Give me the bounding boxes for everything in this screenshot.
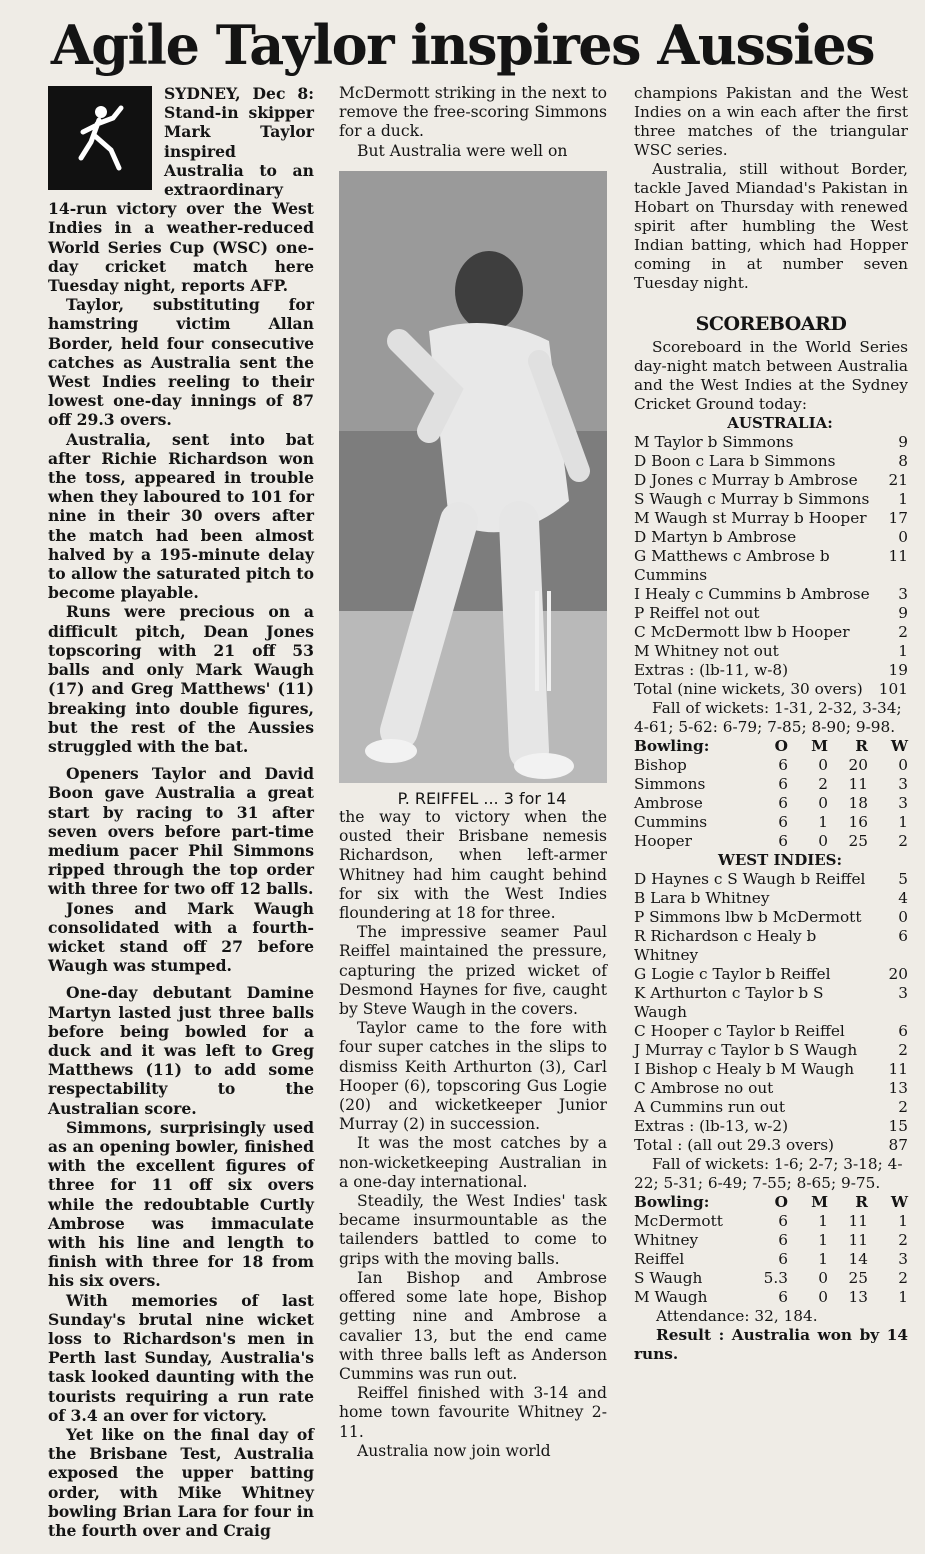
bowling-header-r: R <box>855 1193 868 1211</box>
batting-row <box>634 1022 908 1041</box>
photo-caption: P. REIFFEL ... 3 for 14 <box>397 788 567 808</box>
batting-row <box>634 1117 908 1136</box>
batsman-dismissal: G Matthews c Ambrose b Cummins <box>634 547 830 584</box>
runs: 21 <box>888 471 908 489</box>
batsman-dismissal: D Martyn b Ambrose <box>634 528 797 546</box>
batsman-dismissal: Extras : (lb-11, w-8) <box>634 661 789 679</box>
batting-row <box>634 1060 908 1079</box>
batting-row <box>634 680 908 699</box>
bowler-name: McDermott <box>634 1212 723 1230</box>
bowling-row <box>634 775 908 794</box>
bowler-o: 6 <box>778 1231 788 1249</box>
runs: 13 <box>888 1079 908 1097</box>
article-paragraph: Australia, sent into bat after Richie Richardson won the toss, appeared in trouble when they laboured to 101 for nine in their 30 overs after the match had been almost halved by a 195-minute delay to allow the saturated pitch to become playable. <box>48 429 314 603</box>
batting-row <box>634 490 908 509</box>
runs: 87 <box>888 1136 908 1154</box>
runs: 2 <box>898 1098 908 1116</box>
runs: 3 <box>898 585 908 603</box>
batting-row <box>634 984 908 1022</box>
aus-fall-of-wickets: Fall of wickets: 1-31, 2-32, 3-34; 4-61; 5-62: 6-79; 7-85; 8-90; 9-98. <box>634 699 902 736</box>
bowling-row <box>634 1250 908 1269</box>
column-1 <box>48 84 314 1540</box>
bowler-r: 20 <box>848 756 868 774</box>
column-2 <box>339 84 607 1461</box>
runs: 20 <box>888 965 908 983</box>
article-paragraph: Steadily, the West Indies' task became insurmountable as the tailenders battled to come to grips with the moving balls. <box>339 1192 607 1268</box>
bowler-o: 6 <box>778 1288 788 1306</box>
bowler-w: 1 <box>898 1288 908 1306</box>
batting-row <box>634 1041 908 1060</box>
bowling-row <box>634 756 908 775</box>
bowler-r: 25 <box>848 1269 868 1287</box>
batsman-dismissal: R Richardson c Healy b Whitney <box>634 927 817 964</box>
batting-row <box>634 585 908 604</box>
article-paragraph: It was the most catches by a non-wicketkeeping Australian in a one-day international. <box>339 1134 607 1191</box>
bowling-header-m: M <box>811 1193 828 1211</box>
bowler-o: 6 <box>778 813 788 831</box>
runs: 101 <box>878 680 908 698</box>
bowler-m: 0 <box>818 756 828 774</box>
bowler-o: 6 <box>778 756 788 774</box>
bowling-header-r: R <box>855 737 868 755</box>
bowler-r: 16 <box>848 813 868 831</box>
bowling-header-m: M <box>811 737 828 755</box>
batting-row <box>634 452 908 471</box>
runs: 19 <box>888 661 908 679</box>
batting-row <box>634 870 908 889</box>
bowler-m: 1 <box>818 1250 828 1268</box>
cricket-bowler-icon <box>48 86 152 190</box>
batsman-dismissal: P Simmons lbw b McDermott <box>634 908 862 926</box>
runs: 4 <box>898 889 908 907</box>
bowler-w: 2 <box>898 1231 908 1249</box>
bowler-name: Simmons <box>634 775 706 793</box>
batsman-dismissal: C McDermott lbw b Hooper <box>634 623 850 641</box>
bowling-row <box>634 813 908 832</box>
bowler-w: 2 <box>898 1269 908 1287</box>
batting-row <box>634 433 908 452</box>
runs: 11 <box>888 1060 908 1078</box>
runs: 9 <box>898 433 908 451</box>
bowler-name: Cummins <box>634 813 708 831</box>
bowling-header-w: W <box>890 737 908 755</box>
batsman-dismissal: S Waugh c Murray b Simmons <box>634 490 870 508</box>
article-paragraph: Taylor came to the fore with four super catches in the slips to dismiss Keith Arthurton (3), Carl Hooper (6), topscoring Gus Logie (20) and wicketkeeper Junior Murray (2) in succession. <box>339 1019 607 1134</box>
bowler-o: 6 <box>778 775 788 793</box>
bowler-m: 0 <box>818 794 828 812</box>
australia-heading: AUSTRALIA: <box>727 414 833 432</box>
runs: 1 <box>898 490 908 508</box>
bowling-header-label: Bowling: <box>634 737 710 755</box>
article-paragraph: The impressive seamer Paul Reiffel maintained the pressure, capturing the prized wicket of Desmond Haynes for five, caught by Steve Waugh in the covers. <box>339 923 607 1019</box>
batsman-dismissal: I Healy c Cummins b Ambrose <box>634 585 870 603</box>
batting-row <box>634 509 908 528</box>
runs: 1 <box>898 642 908 660</box>
bowler-o: 6 <box>778 794 788 812</box>
scoreboard-title: SCOREBOARD <box>695 313 847 335</box>
bowler-name: M Waugh <box>634 1288 708 1306</box>
bowler-name: S Waugh <box>634 1269 703 1287</box>
bowler-m: 0 <box>818 1269 828 1287</box>
runs: 2 <box>898 623 908 641</box>
article-paragraph: Ian Bishop and Ambrose offered some late hope, Bishop getting nine and Ambrose a cavalier 13, but the end came with three balls left as Anderson Cummins was run out. <box>339 1268 607 1383</box>
wi-fall-of-wickets: Fall of wickets: 1-6; 2-7; 3-18; 4-22; 5-31; 6-49; 7-55; 8-65; 9-75. <box>634 1155 903 1192</box>
col1-section-b <box>48 764 314 975</box>
batsman-dismissal: D Jones c Murray b Ambrose <box>634 471 858 489</box>
batting-row <box>634 927 908 965</box>
bowling-row <box>634 1231 908 1250</box>
bowler-r: 11 <box>848 1231 868 1249</box>
article-paragraph: Australia, still without Border, tackle Javed Miandad's Pakistan in Hobart on Thursday with renewed spirit after humbling the West Indian batting, which had Hopper coming in at number seven Tuesday night. <box>634 160 908 292</box>
batsman-dismissal: C Hooper c Taylor b Reiffel <box>634 1022 845 1040</box>
bowler-name: Hooper <box>634 832 692 850</box>
bowler-w: 3 <box>898 1250 908 1268</box>
runs: 11 <box>888 547 908 565</box>
article-paragraph: One-day debutant Damine Martyn lasted just three balls before being bowled for a duck and it was left to Greg Matthews (11) to add some respectability to the Australian score. <box>48 983 314 1118</box>
batsman-dismissal: M Whitney not out <box>634 642 779 660</box>
article-paragraph: the way to victory when the ousted their Brisbane nemesis Richardson, when left-armer Whitney had him caught behind for six with the West Indies floundering at 18 for three. <box>339 808 607 923</box>
batsman-dismissal: A Cummins run out <box>634 1098 786 1116</box>
column-3 <box>634 84 908 1364</box>
batsman-dismissal: K Arthurton c Taylor b S Waugh <box>634 984 824 1021</box>
article-paragraph: Openers Taylor and David Boon gave Australia a great start by racing to 31 after seven overs before part-time medium pacer Phil Simmons ripped through the top order with three for two off 12 balls. <box>48 764 314 899</box>
batsman-dismissal: D Haynes c S Waugh b Reiffel <box>634 870 866 888</box>
article-paragraph: champions Pakistan and the West Indies on a win each after the first three matches of the triangular WSC series. <box>634 84 908 159</box>
bowler-name: Ambrose <box>634 794 703 812</box>
batting-row <box>634 528 908 547</box>
headline: Agile Taylor inspires Aussies <box>50 13 875 77</box>
bowler-name: Whitney <box>634 1231 699 1249</box>
bowling-row <box>634 1269 908 1288</box>
batsman-dismissal: G Logie c Taylor b Reiffel <box>634 965 831 983</box>
bowler-m: 2 <box>818 775 828 793</box>
bowler-o: 5.3 <box>763 1269 788 1287</box>
bowler-r: 11 <box>848 1212 868 1230</box>
bowler-w: 3 <box>898 794 908 812</box>
bowling-header-w: W <box>890 1193 908 1211</box>
bowling-row <box>634 1212 908 1231</box>
player-photo <box>339 171 607 783</box>
batting-row <box>634 623 908 642</box>
bowler-o: 6 <box>778 1212 788 1230</box>
bowling-header-o: O <box>774 1193 788 1211</box>
wi-bowling <box>634 737 908 851</box>
batting-row <box>634 1136 908 1155</box>
bowler-m: 0 <box>818 832 828 850</box>
col2-bottom <box>339 808 607 1461</box>
wi-batting <box>634 870 908 1155</box>
runs: 0 <box>898 908 908 926</box>
col1-section-c <box>48 983 314 1540</box>
bowler-name: Reiffel <box>634 1250 685 1268</box>
bowling-row <box>634 832 908 851</box>
batting-row <box>634 604 908 623</box>
runs: 17 <box>888 509 908 527</box>
bowling-row <box>634 1288 908 1307</box>
bowler-w: 2 <box>898 832 908 850</box>
batting-row <box>634 661 908 680</box>
runs: 15 <box>888 1117 908 1135</box>
bowling-row <box>634 794 908 813</box>
batting-row <box>634 642 908 661</box>
bowler-m: 1 <box>818 813 828 831</box>
runs: 6 <box>898 927 908 945</box>
bowling-header <box>634 1193 908 1212</box>
runs: 8 <box>898 452 908 470</box>
runs: 9 <box>898 604 908 622</box>
aus-bowling <box>634 1193 908 1307</box>
bowler-r: 11 <box>848 775 868 793</box>
aus-batting <box>634 433 908 699</box>
batting-row <box>634 965 908 984</box>
batsman-dismissal: I Bishop c Healy b M Waugh <box>634 1060 855 1078</box>
article-paragraph: SYDNEY, Dec 8: Stand-in skipper Mark Taylor inspired Australia to an extraordinary 14-run victory over the West Indies in a weather-reduced World Series Cup (WSC) one-day cricket match here Tuesday night, reports AFP. <box>48 84 314 296</box>
runs: 3 <box>898 984 908 1002</box>
article-paragraph: Simmons, surprisingly used as an opening bowler, finished with the excellent figures of three for 11 off six overs while the redoubtable Curtly Ambrose was immaculate with his line and length to finish with three for 18 from his six overs. <box>48 1117 314 1291</box>
bowler-m: 1 <box>818 1212 828 1230</box>
article-paragraph: Yet like on the final day of the Brisbane Test, Australia exposed the upper batting order, with Mike Whitney bowling Brian Lara for four in the fourth over and Craig <box>48 1425 314 1541</box>
bowling-header <box>634 737 908 756</box>
article-paragraph: With memories of last Sunday's brutal nine wicket loss to Richardson's men in Perth last Sunday, Australia's task looked daunting with the tourists requiring a run rate of 3.4 an over for victory. <box>48 1290 314 1425</box>
batsman-dismissal: Total : (all out 29.3 overs) <box>634 1136 835 1154</box>
batsman-dismissal: D Boon c Lara b Simmons <box>634 452 836 470</box>
batsman-dismissal: P Reiffel not out <box>634 604 760 622</box>
batsman-dismissal: Extras : (lb-13, w-2) <box>634 1117 789 1135</box>
batting-row <box>634 889 908 908</box>
article-paragraph: McDermott striking in the next to remove the free-scoring Simmons for a duck. <box>339 84 607 141</box>
runs: 6 <box>898 1022 908 1040</box>
bowler-w: 3 <box>898 775 908 793</box>
bowler-name: Bishop <box>634 756 687 774</box>
bowler-r: 13 <box>848 1288 868 1306</box>
batting-row <box>634 471 908 490</box>
batting-row <box>634 547 908 585</box>
batsman-dismissal: Total (nine wickets, 30 overs) <box>634 680 863 698</box>
batsman-dismissal: B Lara b Whitney <box>634 889 770 907</box>
bowling-header-o: O <box>774 737 788 755</box>
bowler-w: 1 <box>898 1212 908 1230</box>
batsman-dismissal: M Waugh st Murray b Hooper <box>634 509 867 527</box>
batsman-dismissal: C Ambrose no out <box>634 1079 774 1097</box>
batting-row <box>634 1079 908 1098</box>
batting-row <box>634 908 908 927</box>
batting-row <box>634 1098 908 1117</box>
bowler-w: 1 <box>898 813 908 831</box>
match-result: Result : Australia won by 14 runs. <box>634 1326 908 1363</box>
batsman-dismissal: M Taylor b Simmons <box>634 433 794 451</box>
runs: 2 <box>898 1041 908 1059</box>
bowler-m: 0 <box>818 1288 828 1306</box>
bowler-r: 18 <box>848 794 868 812</box>
article-paragraph: Jones and Mark Waugh consolidated with a fourth-wicket stand off 27 before Waugh was stumped. <box>48 898 314 976</box>
bowler-w: 0 <box>898 756 908 774</box>
article-paragraph: Taylor, substituting for hamstring victim Allan Border, held four consecutive catches as Australia sent the West Indies reeling to their lowest one-day innings of 87 off 29.3 overs. <box>48 295 314 430</box>
col3-intro <box>634 84 908 293</box>
bowler-m: 1 <box>818 1231 828 1249</box>
article-paragraph: Runs were precious on a difficult pitch, Dean Jones topscoring with 21 off 53 balls and only Mark Waugh (17) and Greg Matthews' (11) breaking into double figures, but the rest of the Aussies struggled with the bat. <box>48 602 314 756</box>
article-paragraph: Australia now join world <box>357 1441 551 1460</box>
bowler-r: 25 <box>848 832 868 850</box>
scoreboard-intro: Scoreboard in the World Series day-night match between Australia and the West Indies at the Sydney Cricket Ground today: <box>634 338 908 413</box>
bowler-o: 6 <box>778 832 788 850</box>
article-paragraph: But Australia were well on <box>357 141 568 160</box>
batsman-dismissal: J Murray c Taylor b S Waugh <box>634 1041 858 1059</box>
bowler-r: 14 <box>848 1250 868 1268</box>
bowling-header-label: Bowling: <box>634 1193 710 1211</box>
bowler-photo-image <box>339 171 607 783</box>
bowler-o: 6 <box>778 1250 788 1268</box>
col2-top <box>339 84 607 161</box>
west-indies-heading: WEST INDIES: <box>717 851 843 869</box>
runs: 5 <box>898 870 908 888</box>
article-paragraph: Reiffel finished with 3-14 and home town favourite Whitney 2-11. <box>339 1384 607 1441</box>
attendance: Attendance: 32, 184. <box>656 1307 818 1325</box>
runs: 0 <box>898 528 908 546</box>
